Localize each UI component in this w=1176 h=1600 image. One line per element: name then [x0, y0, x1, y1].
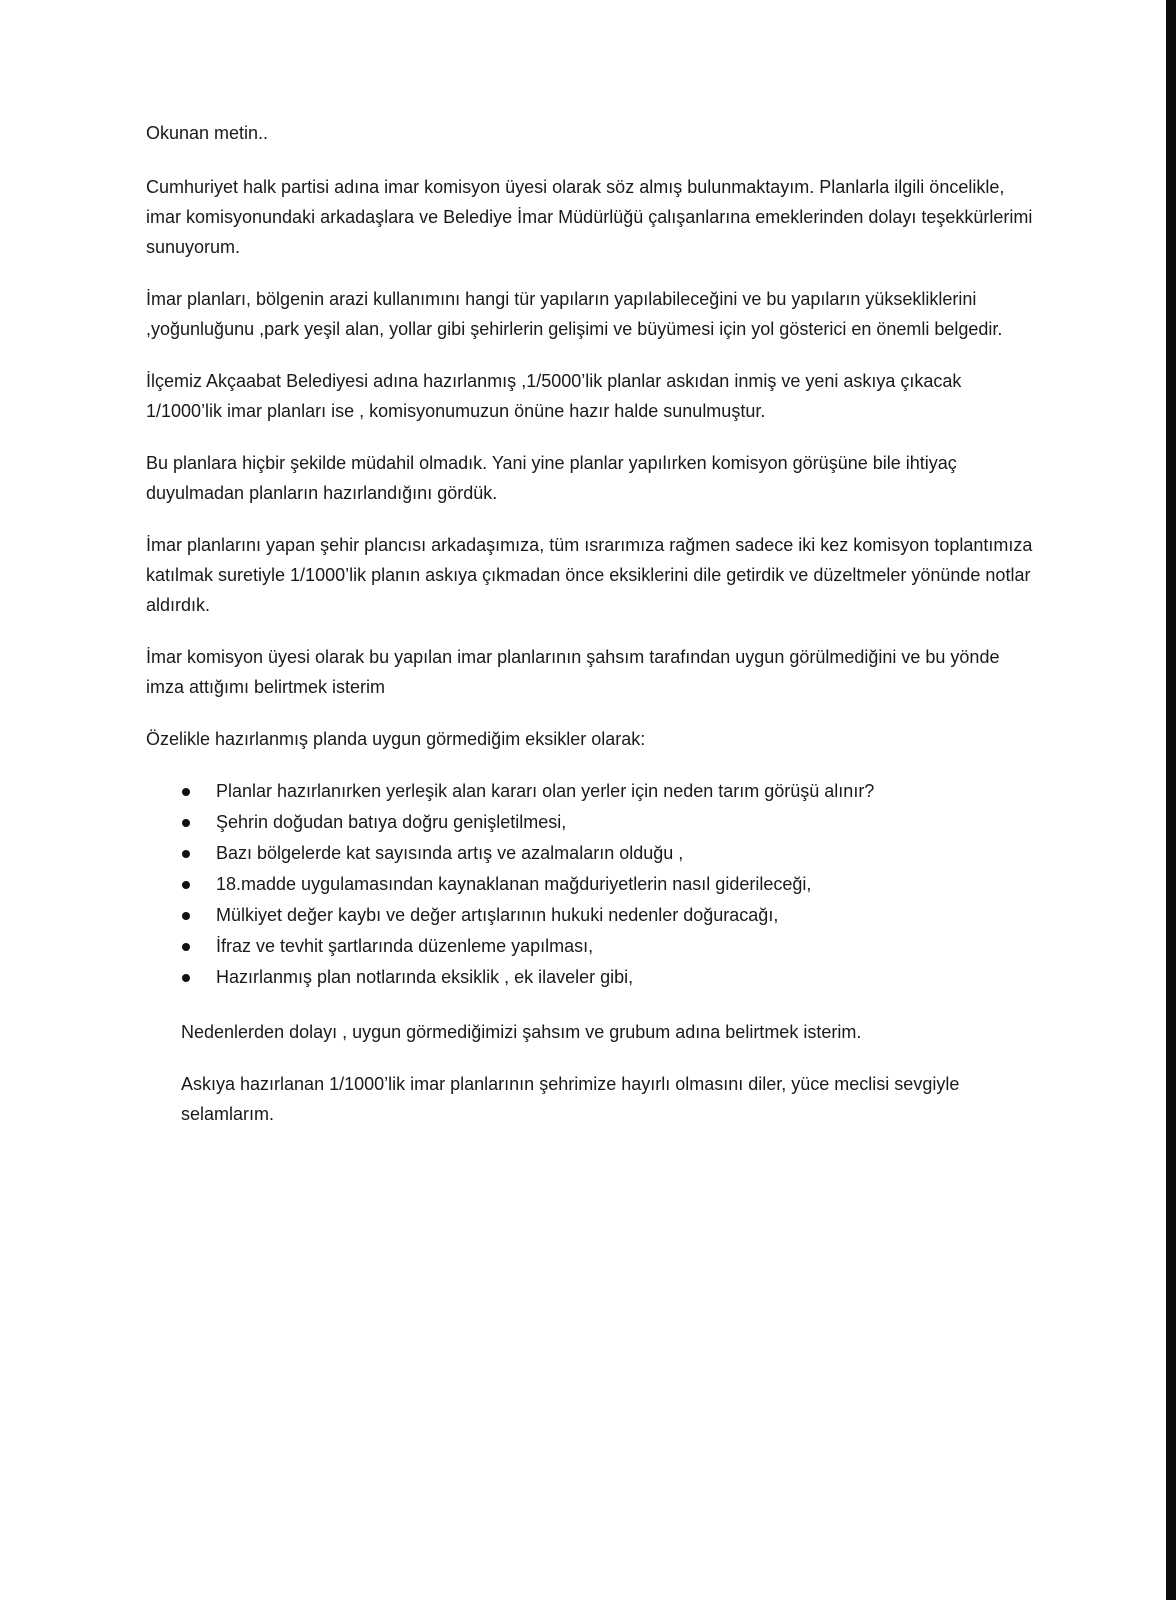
list-item	[146, 869, 1036, 900]
list-item	[146, 900, 1036, 931]
list-item-text: Mülkiyet değer kaybı ve değer artışlarının hukuki nedenler doğuracağı,	[216, 905, 779, 925]
bullet-icon	[182, 850, 190, 858]
bullet-icon	[182, 912, 190, 920]
list-item	[146, 838, 1036, 869]
document-body	[146, 118, 1036, 1151]
paragraph-eksikler-intro: Özelikle hazırlanmış planda uygun görmediğim eksikler olarak:	[146, 729, 646, 749]
page-edge-border	[1166, 0, 1176, 1600]
bullet-icon	[182, 974, 190, 982]
list-item-text: Hazırlanmış plan notlarında eksiklik , ek ilaveler gibi,	[216, 967, 634, 987]
list-item-text: Bazı bölgelerde kat sayısında artış ve azalmaların olduğu ,	[216, 843, 684, 863]
paragraph-akcaabat: İlçemiz Akçaabat Belediyesi adına hazırlanmış ,1/5000’lik planlar askıdan inmiş ve yeni askıya çıkacak 1/1000’lik imar planları ise , komisyonumuzun önüne hazır halde sunulmuştur.	[146, 371, 962, 421]
paragraph-closing-statement: Nedenlerden dolayı , uygun görmediğimizi şahsım ve grubum adına belirtmek isterim.	[181, 1022, 862, 1042]
paragraph-mudahil: Bu planlara hiçbir şekilde müdahil olmadık. Yani yine planlar yapılırken komisyon görüşüne bile ihtiyaç duyulmadan planların hazırlandığını gördük.	[146, 453, 957, 503]
paragraph-intro: Cumhuriyet halk partisi adına imar komisyon üyesi olarak söz almış bulunmaktayım. Planlarla ilgili öncelikle, imar komisyonundaki arkadaşlara ve Belediye İmar Müdürlüğü çalışanlarına emeklerinden dolayı teşekkürlerimi sunuyorum.	[146, 177, 1033, 257]
bullet-icon	[182, 819, 190, 827]
paragraph-imza: İmar komisyon üyesi olarak bu yapılan imar planlarının şahsım tarafından uygun görülmediğini ve bu yönde imza attığımı belirtmek isterim	[146, 647, 1000, 697]
list-item-text: Planlar hazırlanırken yerleşik alan kararı olan yerler için neden tarım görüşü alınır?	[216, 781, 875, 801]
list-item	[146, 776, 1036, 807]
list-item	[146, 807, 1036, 838]
bullet-icon	[182, 788, 190, 796]
bullet-icon	[182, 881, 190, 889]
list-item-text: Şehrin doğudan batıya doğru genişletilmesi,	[216, 812, 567, 832]
list-item-text: İfraz ve tevhit şartlarında düzenleme yapılması,	[216, 936, 594, 956]
bullet-icon	[182, 943, 190, 951]
list-item-text: 18.madde uygulamasından kaynaklanan mağduriyetlerin nasıl giderileceği,	[216, 874, 812, 894]
document-heading: Okunan metin..	[146, 123, 269, 143]
paragraph-imar-planlari: İmar planları, bölgenin arazi kullanımını hangi tür yapıların yapılabileceğini ve bu yapıların yüksekliklerini ,yoğunluğunu ,park yeşil alan, yollar gibi şehirlerin gelişimi ve büyümesi için yol gösterici en önemli belgedir.	[146, 289, 1003, 339]
deficiency-list	[146, 776, 1036, 993]
paragraph-closing-greeting: Askıya hazırlanan 1/1000’lik imar planlarının şehrimize hayırlı olmasını diler, yüce meclisi sevgiyle selamlarım.	[181, 1074, 960, 1124]
list-item	[146, 931, 1036, 962]
paragraph-sehir-plancisi: İmar planlarını yapan şehir plancısı arkadaşımıza, tüm ısrarımıza rağmen sadece iki kez komisyon toplantımıza katılmak suretiyle 1/1000’lik planın askıya çıkmadan önce eksiklerini dile getirdik ve düzeltmeler yönünde notlar aldırdık.	[146, 535, 1033, 615]
list-item	[146, 962, 1036, 993]
